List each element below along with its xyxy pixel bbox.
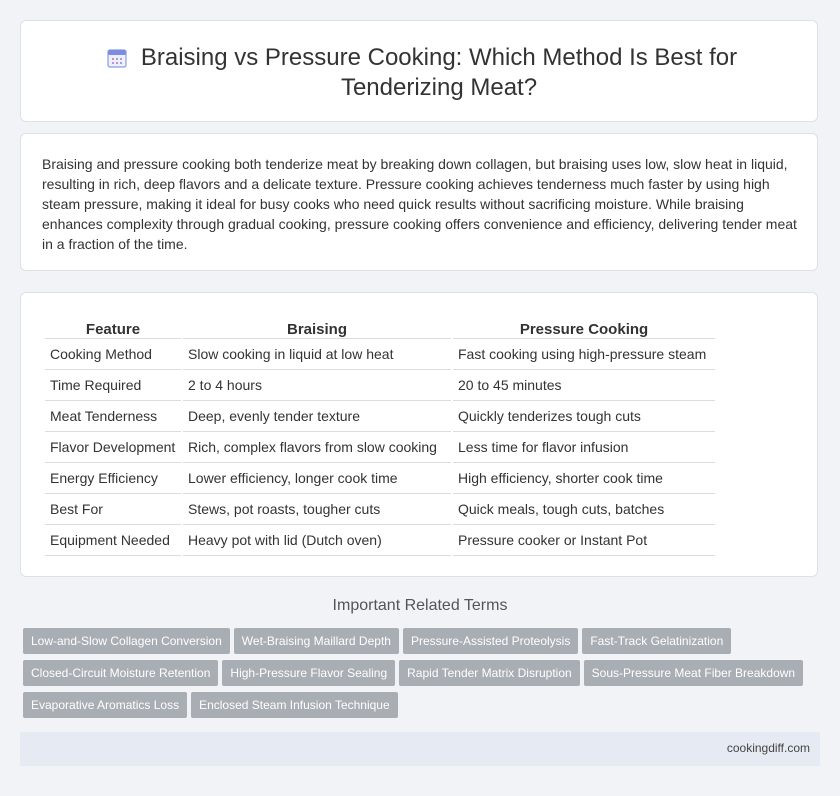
related-term-tag[interactable]: Closed-Circuit Moisture Retention (23, 660, 218, 686)
column-header: Pressure Cooking (453, 315, 715, 339)
related-term-tag[interactable]: Sous-Pressure Meat Fiber Breakdown (584, 660, 803, 686)
table-header-row (45, 315, 715, 339)
table-cell: Slow cooking in liquid at low heat (183, 339, 451, 370)
table-cell: Energy Efficiency (45, 463, 181, 494)
related-term-tag[interactable]: Enclosed Steam Infusion Technique (191, 692, 398, 718)
table-row (45, 432, 715, 463)
related-term-tag[interactable]: Low-and-Slow Collagen Conversion (23, 628, 230, 654)
table-row (45, 339, 715, 370)
column-header: Feature (45, 315, 181, 339)
table-row (45, 463, 715, 494)
comparison-card (20, 292, 818, 577)
table-cell: Rich, complex flavors from slow cooking (183, 432, 451, 463)
related-term-tag[interactable]: Pressure-Assisted Proteolysis (403, 628, 578, 654)
intro-card (20, 133, 818, 271)
intro-text: Braising and pressure cooking both tenderize meat by breaking down collagen, but braising uses low, slow heat in liquid, resulting in rich, deep flavors and a delicate texture. Pressure cooking achieves tenderness much faster by using high steam pressure, making it ideal for busy cooks who need quick results without sacrificing moisture. While braising enhances complexity through gradual cooking, pressure cooking offers convenience and efficiency, delivering tender meat in a fraction of the time. (42, 156, 797, 252)
table-row (45, 494, 715, 525)
related-term-tag[interactable]: Evaporative Aromatics Loss (23, 692, 187, 718)
header-card (20, 20, 818, 122)
site-link[interactable]: cookingdiff.com (726, 741, 810, 755)
footer (20, 732, 820, 766)
related-terms-title: Important Related Terms (332, 597, 508, 614)
table-cell: Quickly tenderizes tough cuts (453, 401, 715, 432)
related-term-tag[interactable]: Fast-Track Gelatinization (582, 628, 731, 654)
related-term-tag[interactable]: High-Pressure Flavor Sealing (222, 660, 395, 686)
table-cell: Time Required (45, 370, 181, 401)
table-cell: Pressure cooker or Instant Pot (453, 525, 715, 556)
related-terms-list (23, 628, 813, 724)
table-cell: 20 to 45 minutes (453, 370, 715, 401)
page-title: Braising vs Pressure Cooking: Which Method Is Best for Tenderizing Meat? (140, 44, 738, 101)
related-term-tag[interactable]: Wet-Braising Maillard Depth (234, 628, 399, 654)
table-cell: Flavor Development (45, 432, 181, 463)
table-row (45, 525, 715, 556)
table-cell: Meat Tenderness (45, 401, 181, 432)
related-term-tag[interactable]: Rapid Tender Matrix Disruption (399, 660, 580, 686)
comparison-table (43, 315, 717, 556)
table-cell: Stews, pot roasts, tougher cuts (183, 494, 451, 525)
table-cell: Less time for flavor infusion (453, 432, 715, 463)
table-cell: Deep, evenly tender texture (183, 401, 451, 432)
table-cell: 2 to 4 hours (183, 370, 451, 401)
table-cell: Quick meals, tough cuts, batches (453, 494, 715, 525)
table-cell: Equipment Needed (45, 525, 181, 556)
table-cell: Best For (45, 494, 181, 525)
table-cell: High efficiency, shorter cook time (453, 463, 715, 494)
table-cell: Lower efficiency, longer cook time (183, 463, 451, 494)
column-header: Braising (183, 315, 451, 339)
table-cell: Heavy pot with lid (Dutch oven) (183, 525, 451, 556)
table-cell: Fast cooking using high-pressure steam (453, 339, 715, 370)
table-row (45, 401, 715, 432)
table-cell: Cooking Method (45, 339, 181, 370)
table-row (45, 370, 715, 401)
